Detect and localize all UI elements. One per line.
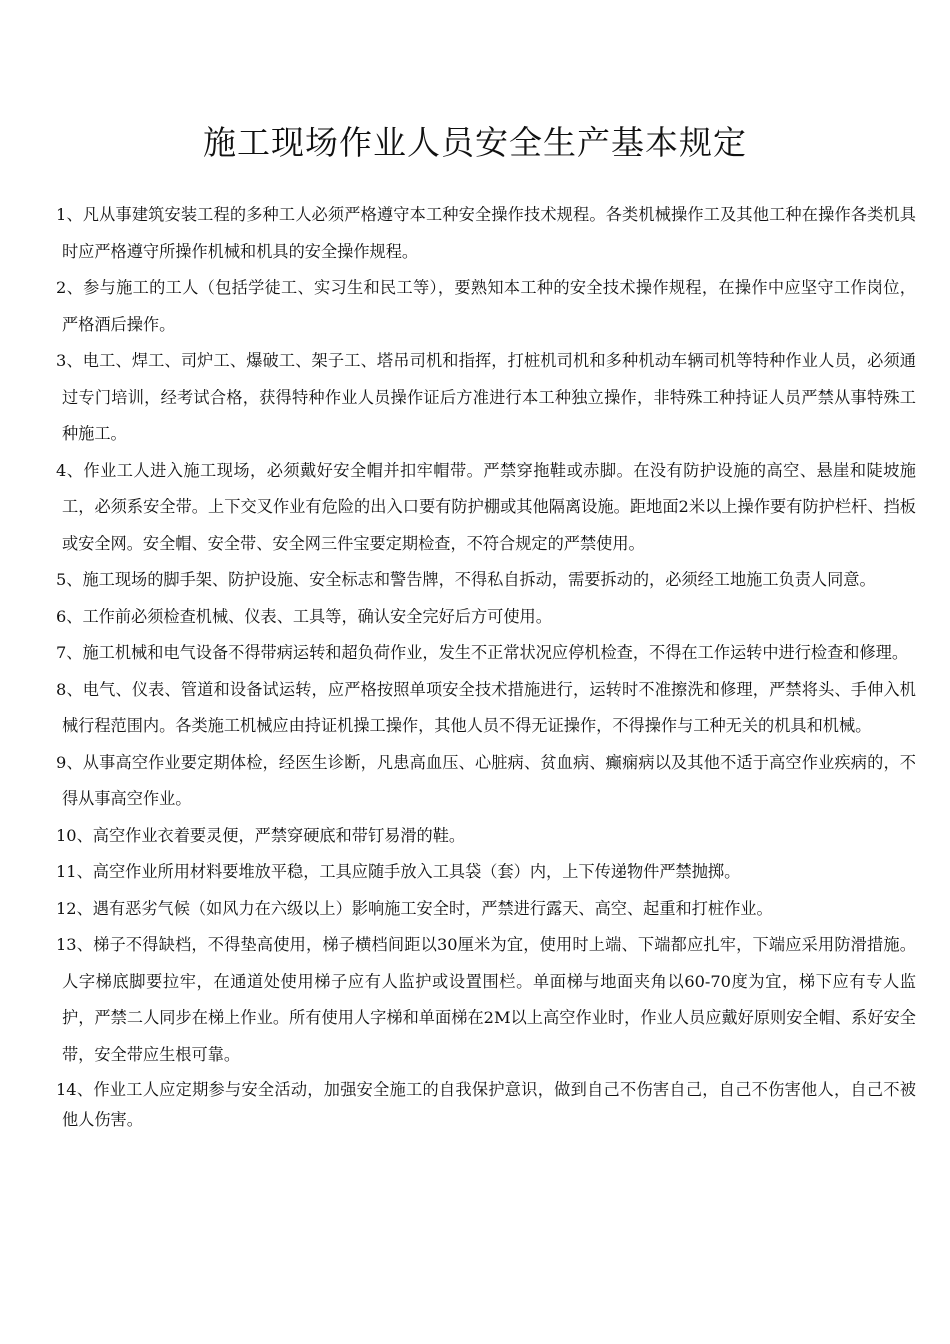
rule-item-8: 8、电气、仪表、管道和设备试运转，应严格按照单项安全技术措施进行，运转时不准擦洗和修理，严禁将头、手伸入机械行程范围内。各类施工机械应由持证机操工操作，其他人员不得无证操作，不得操作与工种无关的机具和机械。: [56, 679, 916, 735]
document-title: 施工现场作业人员安全生产基本规定: [203, 123, 747, 162]
rule-item-12: 12、遇有恶劣气候（如风力在六级以上）影响施工安全时，严禁进行露天、高空、起重和打桩作业。: [56, 898, 773, 918]
rule-item-10: 10、高空作业衣着要灵便，严禁穿硬底和带钉易滑的鞋。: [56, 825, 466, 845]
rule-item-9: 9、从事高空作业要定期体检，经医生诊断，凡患高血压、心脏病、贫血病、癫痫病以及其他不适于高空作业疾病的，不得从事高空作业。: [56, 752, 916, 808]
rule-item-6: 6、工作前必须检查机械、仪表、工具等，确认安全完好后方可使用。: [56, 606, 552, 626]
rule-item-7: 7、施工机械和电气设备不得带病运转和超负荷作业，发生不正常状况应停机检查，不得在工作运转中进行检查和修理。: [56, 643, 909, 662]
rule-item-3: 3、电工、焊工、司炉工、爆破工、架子工、塔吊司机和指挥，打桩机司机和多种机动车辆司机等特种作业人员，必须通过专门培训，经考试合格，获得特种作业人员操作证后方准进行本工种独立操作，非特殊工种持证人员严禁从事特殊工种施工。: [56, 351, 916, 443]
rule-item-4: 4、作业工人进入施工现场，必须戴好安全帽并扣牢帽带。严禁穿拖鞋或赤脚。在没有防护设施的高空、悬崖和陡坡施工，必须系安全带。上下交叉作业有危险的出入口要有防护棚或其他隔离设施。距地面2米以上操作要有防护栏杆、挡板或安全网。安全帽、安全带、安全网三件宝要定期检查，不符合规定的严禁使用。: [56, 460, 916, 553]
rule-item-14: 14、作业工人应定期参与安全活动，加强安全施工的自我保护意识，做到自己不伤害自己，自己不伤害他人，自己不被他人伤害。: [56, 1080, 916, 1129]
rules-list: [56, 197, 916, 1135]
rule-item-2: 2、参与施工的工人（包括学徒工、实习生和民工等），要熟知本工种的安全技术操作规程，在操作中应坚守工作岗位，严格酒后操作。: [56, 278, 916, 334]
rule-item-1: 1、凡从事建筑安装工程的多种工人必须严格遵守本工种安全操作技术规程。各类机械操作工及其他工种在操作各类机具时应严格遵守所操作机械和机具的安全操作规程。: [56, 205, 916, 261]
rule-item-5: 5、施工现场的脚手架、防护设施、安全标志和警告牌，不得私自拆动，需要拆动的，必须经工地施工负责人同意。: [56, 570, 876, 589]
rule-item-11: 11、高空作业所用材料要堆放平稳，工具应随手放入工具袋（套）内，上下传递物件严禁抛掷。: [56, 862, 741, 881]
rule-item-13: 13、梯子不得缺档，不得垫高使用，梯子横档间距以30厘米为宜，使用时上端、下端都应扎牢，下端应采用防滑措施。人字梯底脚要拉牢，在通道处使用梯子应有人监护或设置围栏。单面梯与地面夹角以60-70度为宜，梯下应有专人监护，严禁二人同步在梯上作业。所有使用人字梯和单面梯在2M以上高空作业时，作业人员应戴好原则安全帽、系好安全带，安全带应生根可靠。: [56, 935, 916, 1064]
